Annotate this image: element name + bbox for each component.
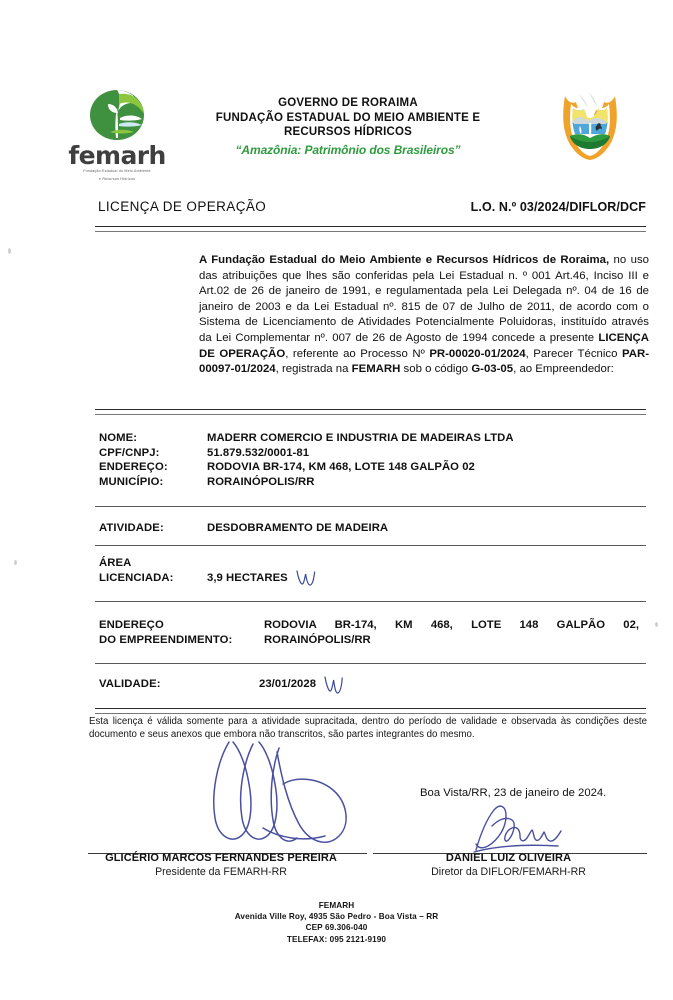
- validade-value: 23/01/2028: [259, 678, 317, 690]
- site-address-label-line1: ENDEREÇO: [99, 619, 164, 631]
- endereco-value: RODOVIA BR-174, KM 468, LOTE 148 GALPÃO 02: [207, 461, 475, 474]
- header-title-line2: FUNDAÇÃO ESTADUAL DO MEIO AMBIENTE E: [215, 111, 481, 124]
- divider-above-party: [95, 409, 646, 415]
- field-row-endereco: [99, 460, 644, 475]
- document-footer: [0, 900, 673, 945]
- logo-wordmark: femarh: [68, 141, 166, 170]
- atividade-value: DESDOBRAMENTO DE MADEIRA: [207, 522, 389, 534]
- handwritten-initial-validity-icon: [323, 676, 345, 700]
- header-title-line3: RECURSOS HÍDRICOS: [284, 126, 412, 138]
- logo-subtitle-line1: Fundação Estadual do Meio Ambiente: [83, 169, 151, 173]
- area-label-line2: LICENCIADA:: [99, 571, 174, 584]
- document-header: [0, 88, 673, 180]
- header-tagline: “Amazônia: Patrimônio dos Brasileiros”: [235, 142, 461, 157]
- field-row-area-label1: [99, 556, 644, 571]
- signature-names-row: [0, 851, 673, 879]
- validade-label: VALIDADE:: [99, 678, 161, 690]
- atividade-label: ATIVIDADE:: [99, 522, 164, 534]
- handwritten-initial-area-icon: [295, 570, 317, 592]
- field-row-atividade: [99, 521, 644, 536]
- divider-above-validity: [95, 663, 646, 664]
- signatory-left-role: Presidente da FEMARH-RR: [155, 866, 287, 878]
- divider-under-title: [95, 226, 646, 232]
- scan-speck: [655, 622, 658, 627]
- header-title-line1: GOVERNO DE RORAIMA: [278, 97, 418, 109]
- license-disclaimer: Esta licença é válida somente para a atividade supracitada, dentro do período de validade e observada às condições deste documento e seus anexos que embora não transcritos, são partes integrantes do mesmo.: [89, 716, 647, 740]
- footer-cep: CEP 69.306-040: [305, 923, 368, 933]
- cnpj-label: CPF/CNPJ:: [99, 446, 160, 459]
- area-value: 3,9 HECTARES: [207, 571, 288, 584]
- scan-speck: [14, 560, 17, 565]
- license-body-paragraph: A Fundação Estadual do Meio Ambiente e Recursos Hídricos de Roraima, no uso das atribuições que lhes são conferidas pela Lei Estadual n. º 001 Art.46, Inciso III e Art.02 de 26 de janeiro de 1991, e regulamentada pela Lei Delegada nº. 04 de 16 de janeiro de 2003 e da Lei Estadual nº. 815 de 07 de Julho de 2011, de acordo com o Sistema de Licenciamento de Atividades Potencialmente Poluidoras, instituído através da Lei Complementar nº. 007 de 26 de Agosto de 1994 concede a presente LICENÇA DE OPERAÇÃO, referente ao Processo Nº PR-00020-01/2024, Parecer Técnico PAR-00097-01/2024, registrada na FEMARH sob o código G-03-05, ao Empreendedor:: [199, 254, 649, 376]
- header-title-block: [183, 96, 513, 157]
- signatory-right: [366, 851, 651, 879]
- signature-ink-left: [193, 732, 383, 865]
- nome-label: NOME:: [99, 432, 138, 444]
- municipio-value: RORAINÓPOLIS/RR: [207, 475, 315, 488]
- cnpj-value: 51.879.532/0001-81: [207, 446, 310, 459]
- logo-subtitle-line2: e Recursos Hídricos: [98, 177, 136, 181]
- municipio-label: MUNICÍPIO:: [99, 475, 164, 488]
- field-row-nome: [99, 431, 644, 446]
- site-address-block: [99, 618, 644, 648]
- area-label-line1: ÁREA: [99, 557, 132, 569]
- divider-above-disclaimer: [95, 708, 646, 714]
- endereco-label: ENDEREÇO:: [99, 461, 168, 474]
- party-details-block: [99, 431, 644, 489]
- field-row-area: [99, 571, 644, 593]
- roraima-coat-of-arms-icon: [552, 90, 628, 164]
- site-address-label-line2: DO EMPREENDIMENTO:: [99, 633, 233, 646]
- licensed-area-block: [99, 556, 644, 592]
- leaf-circle-logo-icon: [86, 88, 148, 144]
- divider-above-area: [95, 545, 646, 546]
- document-title-row: [98, 199, 646, 214]
- signatory-right-role: Diretor da DIFLOR/FEMARH-RR: [431, 866, 586, 878]
- page-title: LICENÇA DE OPERAÇÃO: [98, 199, 267, 214]
- document-number: L.O. N.º 03/2024/DIFLOR/DCF: [470, 200, 646, 214]
- field-row-cnpj: [99, 446, 644, 461]
- activity-block: [99, 521, 644, 536]
- femarh-logo: [52, 88, 182, 181]
- site-address-value-line1: RODOVIA BR-174, KM 468, LOTE 148 GALPÃO 02,: [264, 619, 639, 631]
- field-row-validade: [99, 677, 644, 701]
- signatory-right-name: DANIEL LUIZ OLIVEIRA: [445, 852, 572, 864]
- field-row-municipio: [99, 475, 644, 490]
- site-address-value-line2: RORAINÓPOLIS/RR: [264, 633, 371, 646]
- footer-telefax: TELEFAX: 095 2121-9190: [286, 934, 387, 944]
- divider-above-activity: [95, 506, 646, 507]
- scan-speck: [8, 248, 11, 254]
- footer-address: Avenida Ville Roy, 4935 São Pedro - Boa Vista – RR: [234, 912, 439, 922]
- divider-above-site-address: [95, 601, 646, 602]
- validity-block: [99, 677, 644, 701]
- place-and-date: Boa Vista/RR, 23 de janeiro de 2024.: [420, 787, 607, 799]
- signatory-left-name: GLICÉRIO MARCOS FERNANDES PEREIRA: [105, 852, 337, 864]
- footer-org: FEMARH: [318, 901, 355, 910]
- signatory-left: [76, 851, 366, 879]
- nome-value: MADERR COMERCIO E INDUSTRIA DE MADEIRAS LTDA: [207, 432, 514, 444]
